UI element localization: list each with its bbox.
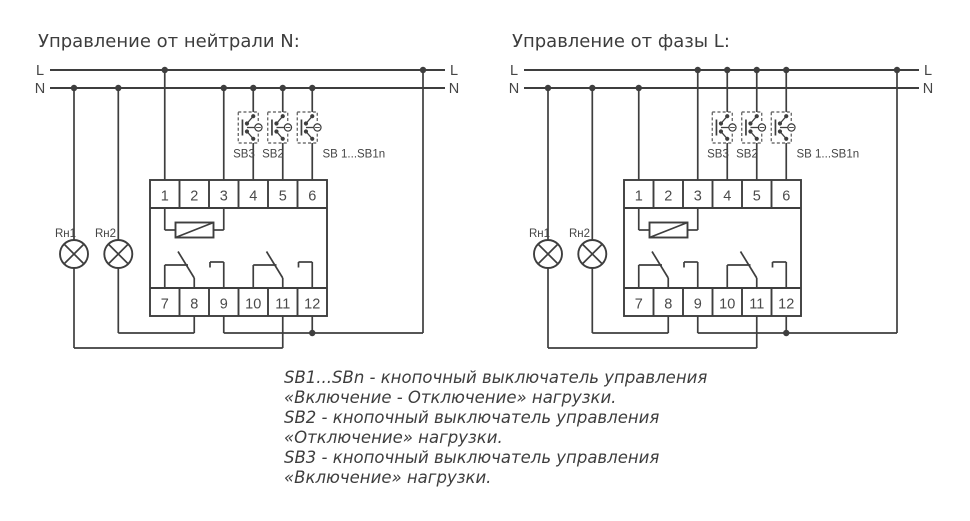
button-label: SB2: [736, 148, 758, 161]
diagram-title: Управление от фазы L:: [512, 31, 730, 52]
rail-label-l-right: L: [923, 63, 933, 79]
power-rails: [35, 63, 459, 97]
legend-line: SB2 - кнопочный выключатель управления: [284, 408, 660, 427]
lamp-label: Rн1: [54, 228, 76, 240]
relay-contact-2: [727, 252, 786, 289]
svg-text:9: 9: [693, 296, 702, 313]
rail-label-l-right: L: [449, 63, 459, 79]
diagram-control-from-phase: [509, 31, 933, 348]
pushbutton-sb2: [262, 112, 291, 161]
svg-text:8: 8: [664, 296, 673, 313]
legend-line: SB3 - кнопочный выключатель управления: [284, 448, 660, 467]
load-return-wires: [224, 316, 423, 333]
svg-text:10: 10: [719, 296, 736, 313]
svg-text:9: 9: [219, 296, 228, 313]
svg-text:5: 5: [278, 188, 287, 205]
button-label: SB3: [707, 148, 729, 161]
legend-line: «Включение» нагрузки.: [284, 468, 492, 487]
pushbutton-sb3: [707, 112, 736, 161]
power-rails: [509, 63, 933, 97]
svg-text:11: 11: [749, 296, 765, 313]
svg-text:6: 6: [782, 188, 791, 205]
svg-text:7: 7: [634, 296, 643, 313]
svg-text:12: 12: [778, 296, 795, 313]
rail-label-n-left: N: [34, 81, 46, 97]
svg-text:1: 1: [634, 188, 643, 205]
lamp-label: Rн1: [528, 228, 550, 240]
relay-unit: [624, 180, 801, 316]
rail-label-n-left: N: [508, 81, 520, 97]
svg-text:12: 12: [304, 296, 321, 313]
svg-text:6: 6: [308, 188, 317, 205]
svg-text:2: 2: [190, 188, 199, 205]
button-group-label: SB 1...SB1n: [322, 148, 386, 161]
lamp-label: Rн2: [568, 228, 590, 240]
relay-contact-2: [253, 252, 312, 289]
svg-text:10: 10: [245, 296, 262, 313]
rail-label-n-right: N: [448, 81, 460, 97]
svg-text:3: 3: [219, 188, 228, 205]
svg-text:1: 1: [160, 188, 169, 205]
rail-label-l-left: L: [35, 63, 45, 79]
relay-contact-1: [639, 252, 698, 289]
diagram-control-from-neutral: [35, 31, 459, 348]
svg-text:11: 11: [275, 296, 291, 313]
button-label: SB3: [233, 148, 255, 161]
pushbutton-sb1n: [297, 112, 385, 161]
relay-contact-1: [165, 252, 224, 289]
load-return-wires: [698, 316, 897, 333]
svg-text:5: 5: [752, 188, 761, 205]
pushbutton-sb1n: [771, 112, 859, 161]
pushbutton-sb2: [736, 112, 765, 161]
relay-coil: [165, 208, 224, 238]
legend-line: SB1...SBn - кнопочный выключатель управления: [284, 368, 708, 387]
rail-label-l-left: L: [509, 63, 519, 79]
button-label: SB2: [262, 148, 284, 161]
control-wires: [165, 70, 423, 333]
relay-coil: [639, 208, 698, 238]
legend-line: «Включение - Отключение» нагрузки.: [284, 388, 617, 407]
pushbutton-sb3: [233, 112, 262, 161]
svg-text:3: 3: [693, 188, 702, 205]
relay-unit: [150, 180, 327, 316]
svg-text:7: 7: [160, 296, 169, 313]
legend-line: «Отключение» нагрузки.: [284, 428, 503, 447]
lamp-label: Rн2: [94, 228, 116, 240]
svg-text:8: 8: [190, 296, 199, 313]
rail-label-n-right: N: [922, 81, 934, 97]
terminal-numbers-bottom: [635, 297, 795, 313]
legend: [284, 368, 714, 488]
control-wires: [639, 70, 897, 333]
terminal-numbers-bottom: [161, 297, 321, 313]
svg-text:4: 4: [723, 188, 732, 205]
button-group-label: SB 1...SB1n: [796, 148, 860, 161]
svg-text:2: 2: [664, 188, 673, 205]
svg-text:4: 4: [249, 188, 258, 205]
diagram-title: Управление от нейтрали N:: [38, 31, 300, 52]
